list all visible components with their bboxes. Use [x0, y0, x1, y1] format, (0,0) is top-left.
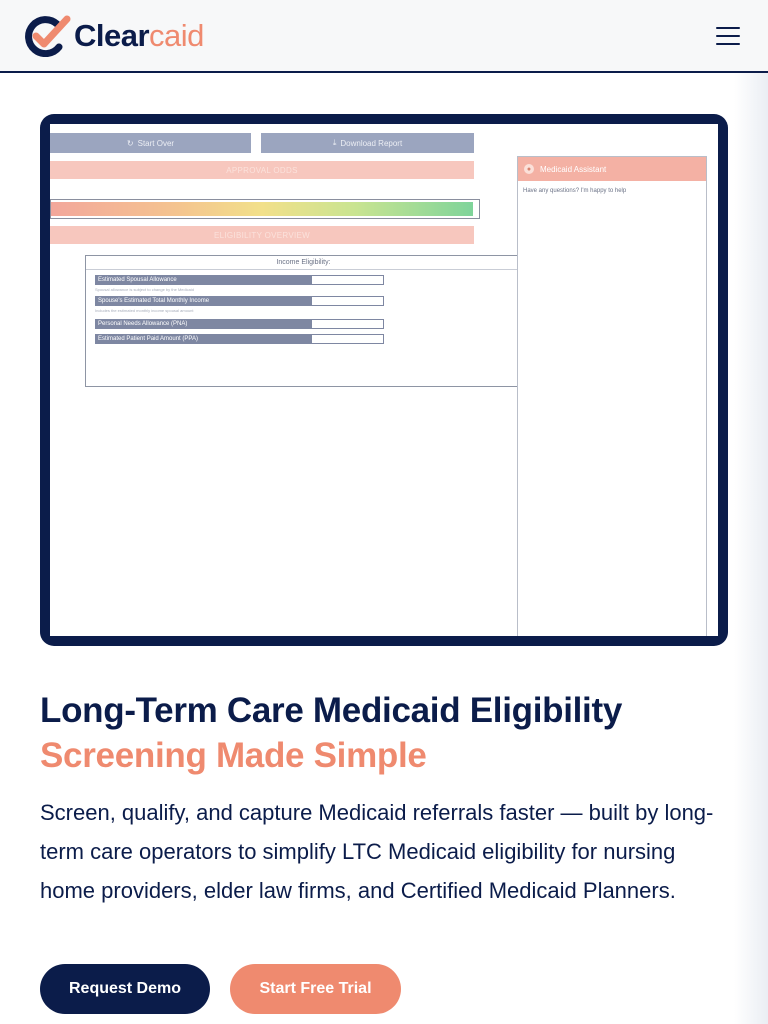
field-row	[95, 319, 384, 329]
assistant-message: Have any questions? I'm happy to help	[523, 188, 627, 194]
brand-logo[interactable]	[23, 15, 204, 57]
edge-shade	[734, 0, 768, 1024]
field-input	[311, 275, 384, 285]
start-free-trial-button[interactable]: Start Free Trial	[230, 964, 401, 1014]
field-label: Spouse's Estimated Total Monthly Income	[95, 296, 311, 306]
start-over-button	[50, 133, 251, 153]
field-row	[95, 334, 384, 344]
logo-wordmark	[74, 18, 204, 54]
field-label: Estimated Patient Paid Amount (PPA)	[95, 334, 311, 344]
logo-check-icon	[23, 15, 75, 57]
field-label: Estimated Spousal Allowance	[95, 275, 311, 285]
field-note: Includes the estimated monthly income spousal amount	[95, 308, 194, 313]
approval-odds-meter	[50, 199, 480, 219]
site-header	[0, 0, 768, 73]
field-row	[95, 296, 384, 306]
headline-line-1: Long-Term Care Medicaid Eligibility	[40, 691, 622, 730]
start-over-label: Start Over	[137, 138, 175, 148]
field-label: Personal Needs Allowance (PNA)	[95, 319, 311, 329]
income-eligibility-title: Income Eligibility:	[86, 256, 521, 270]
download-report-button	[261, 133, 474, 153]
logo-text-caid: caid	[149, 17, 204, 53]
approval-odds-bar: APPROVAL ODDS	[50, 161, 474, 179]
hamburger-menu-icon[interactable]	[714, 24, 742, 48]
field-note: Spousal allowance is subject to change by the Medicaid	[95, 287, 194, 292]
field-input	[311, 319, 384, 329]
field-row	[95, 275, 384, 285]
logo-text-clear: Clear	[74, 17, 150, 53]
medicaid-assistant-panel	[517, 156, 707, 636]
download-icon: ⤓	[332, 138, 337, 147]
assistant-avatar-icon: ●	[524, 164, 534, 174]
product-preview-screen	[50, 124, 718, 636]
assistant-title: Medicaid Assistant	[540, 164, 607, 174]
download-report-label: Download Report	[340, 138, 403, 148]
product-preview-frame	[40, 114, 728, 646]
field-input	[311, 334, 384, 344]
headline-line-2: Screening Made Simple	[40, 736, 427, 775]
field-input	[311, 296, 384, 306]
request-demo-button[interactable]: Request Demo	[40, 964, 210, 1014]
refresh-icon: ↻	[126, 138, 134, 148]
hero-subtext: Screen, qualify, and capture Medicaid referrals faster — built by long-term care operators to simplify LTC Medicaid eligibility for nursing home providers, elder law firms, and Certified Medicaid Planners.	[40, 800, 714, 903]
income-eligibility-panel	[85, 255, 520, 387]
assistant-header	[518, 157, 706, 181]
eligibility-overview-bar: ELIGIBILITY OVERVIEW	[50, 226, 474, 244]
hero-headline	[40, 688, 740, 778]
approval-odds-gradient	[51, 202, 473, 216]
